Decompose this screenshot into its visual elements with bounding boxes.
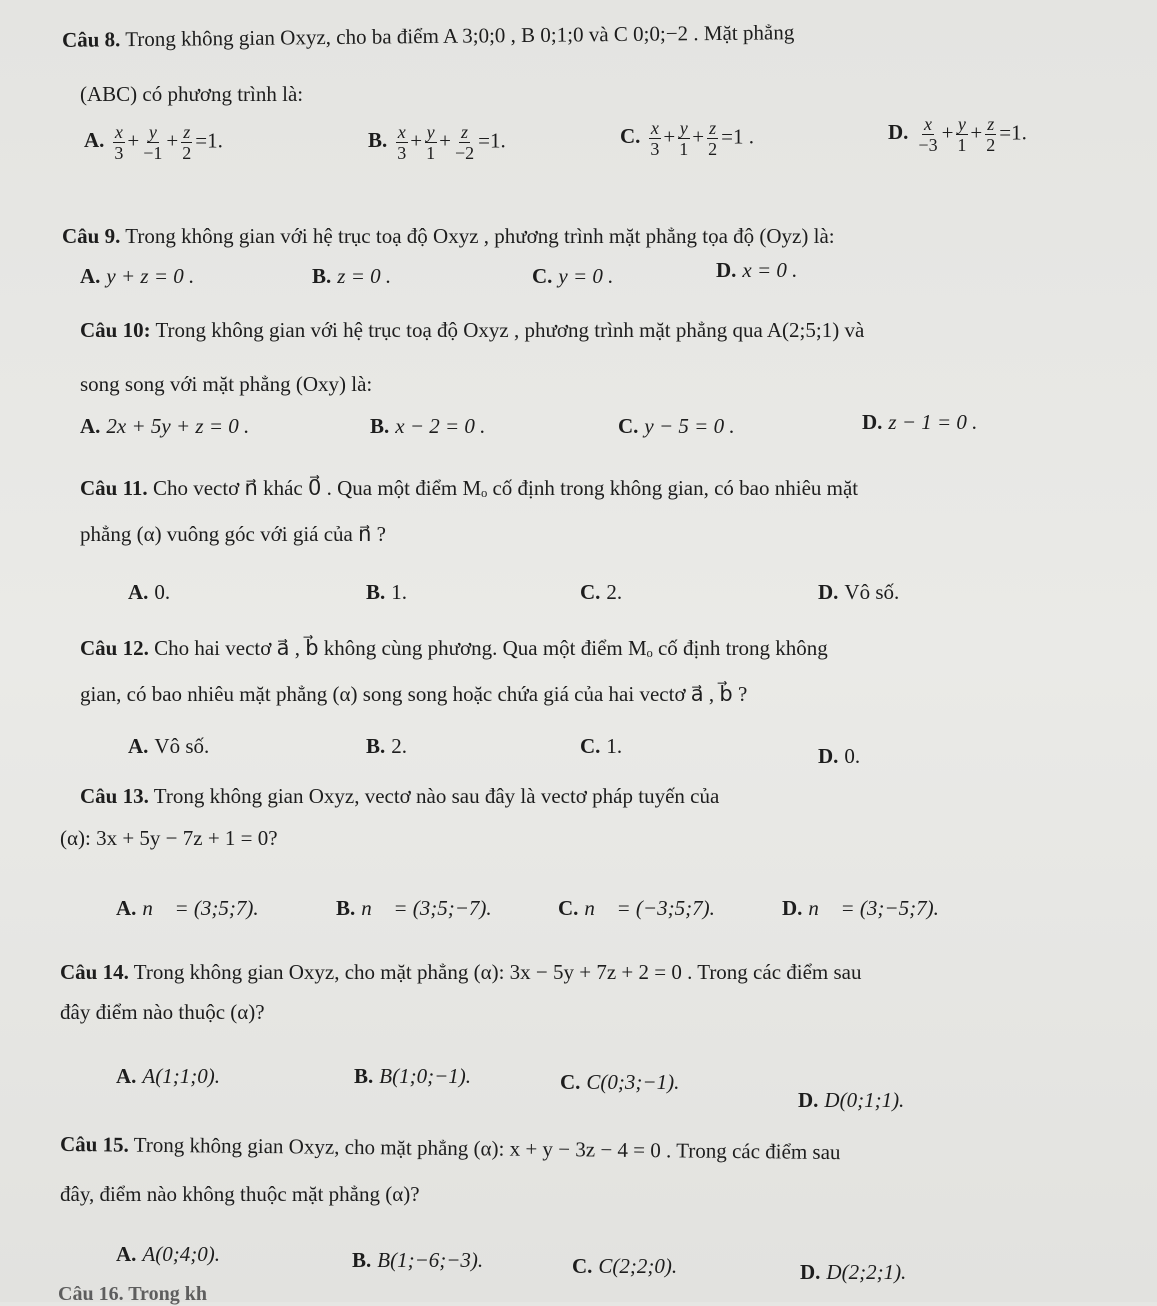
q13-option-a: A. n⃗ = (3;5;7). — [116, 896, 259, 920]
q15-line-2: đây, điểm nào không thuộc mặt phẳng (α)? — [60, 1182, 420, 1206]
denominator: 3 — [114, 143, 124, 163]
q15-option-c: C. C(2;2;0). — [572, 1254, 678, 1278]
numerator: y — [679, 118, 688, 138]
numerator: x — [397, 122, 406, 142]
q10-option-b: B. x − 2 = 0 . — [370, 414, 486, 438]
q8-line-2: (ABC) có phương trình là: — [80, 82, 304, 106]
q14-option-c: C. C(0;3;−1). — [560, 1070, 680, 1094]
q15-line-1: Câu 15. Trong không gian Oxyz, cho mặt phẳng (α): x + y − 3z − 4 = 0 . Trong các điểm sau — [59, 1131, 841, 1165]
q12-option-a: A. Vô số. — [128, 734, 210, 758]
numerator: y — [426, 122, 435, 142]
q13-option-d: D. n⃗ = (3;−5;7). — [782, 896, 939, 920]
numerator: x — [114, 122, 123, 142]
denominator: 2 — [986, 135, 996, 155]
option-key: D. — [888, 120, 909, 145]
q14-line-2: đây điểm nào thuộc (α)? — [60, 1000, 265, 1024]
option-key: B. — [368, 128, 388, 153]
fraction — [453, 122, 476, 163]
plus-sign: + — [663, 124, 676, 149]
q13-option-b: B. n⃗ = (3;5;−7). — [336, 896, 492, 920]
fraction — [112, 122, 125, 163]
q14-option-b: B. B(1;0;−1). — [354, 1064, 471, 1088]
rhs: =1 . — [721, 124, 754, 149]
q13-line-1: Câu 13. Trong không gian Oxyz, vectơ nào sau đây là vectơ pháp tuyến của — [80, 784, 720, 808]
plus-sign: + — [166, 128, 179, 153]
denominator: 3 — [397, 143, 407, 163]
plus-sign: + — [970, 120, 983, 145]
fraction — [141, 122, 164, 163]
q9-option-d: D. x = 0 . — [716, 258, 798, 282]
numerator: z — [183, 122, 191, 142]
denominator: 1 — [426, 143, 436, 163]
q13-line-2: (α): 3x + 5y − 7z + 1 = 0? — [60, 826, 278, 850]
option-key: A. — [84, 128, 105, 153]
q10-option-a: A. 2x + 5y + z = 0 . — [80, 414, 250, 438]
q15-option-b: B. B(1;−6;−3). — [352, 1248, 484, 1272]
numerator: x — [650, 118, 659, 138]
plus-sign: + — [439, 128, 451, 153]
numerator: z — [987, 114, 995, 134]
plus-sign: + — [410, 128, 423, 153]
fraction — [180, 122, 193, 163]
q10-line-2: song song với mặt phẳng (Oxy) là: — [80, 372, 373, 396]
q11-line-2: phẳng (α) vuông góc với giá của n⃗ ? — [80, 522, 386, 546]
q8-option-d — [888, 114, 1027, 155]
numerator: z — [709, 118, 717, 138]
numerator: x — [924, 114, 932, 134]
q12-line-2: gian, có bao nhiêu mặt phẳng (α) song song hoặc chứa giá của hai vectơ a⃗ , b⃗ ? — [80, 682, 748, 706]
q14-option-a: A. A(1;1;0). — [116, 1064, 220, 1088]
q12-option-d: D. 0. — [818, 744, 861, 768]
fraction — [424, 122, 437, 163]
numerator: y — [148, 122, 157, 142]
q11-option-d: D. Vô số. — [818, 580, 900, 604]
q15-option-a: A. A(0;4;0). — [116, 1242, 220, 1266]
option-key: C. — [620, 124, 641, 149]
fraction — [677, 118, 690, 159]
fraction — [955, 114, 968, 155]
q15-option-d: D. D(2;2;1). — [800, 1260, 907, 1284]
denominator: −2 — [454, 143, 475, 163]
rhs: =1. — [478, 128, 506, 153]
q12-option-b: B. 2. — [366, 734, 408, 758]
q9-option-b: B. z = 0 . — [312, 264, 392, 288]
q10-option-d: D. z − 1 = 0 . — [862, 410, 978, 434]
q8-line-1: Câu 8. Trong không gian Oxyz, cho ba điểm A 3;0;0 , B 0;1;0 và C 0;0;−2 . Mặt phẳng — [61, 20, 795, 52]
plus-sign: + — [692, 124, 705, 149]
q14-line-1: Câu 14. Trong không gian Oxyz, cho mặt phẳng (α): 3x − 5y + 7z + 2 = 0 . Trong các điểm sau — [60, 960, 862, 984]
fraction — [395, 122, 408, 163]
q11-line-1: Câu 11. Cho vectơ n⃗ khác 0⃗ . Qua một điểm Mₒ cố định trong không gian, có bao nhiêu mặt — [80, 476, 859, 500]
rhs: =1. — [999, 120, 1027, 145]
q9-option-a: A. y + z = 0 . — [80, 264, 195, 288]
q9-line-1: Câu 9. Trong không gian với hệ trục toạ độ Oxyz , phương trình mặt phẳng tọa độ (Oyz) là: — [62, 224, 835, 248]
plus-sign: + — [127, 128, 140, 153]
fraction — [706, 118, 719, 159]
rhs: =1. — [195, 128, 223, 153]
q12-option-c: C. 1. — [580, 734, 623, 758]
q12-line-1: Câu 12. Cho hai vectơ a⃗ , b⃗ không cùng phương. Qua một điểm Mₒ cố định trong không — [80, 636, 828, 660]
q11-option-b: B. 1. — [366, 580, 408, 604]
denominator: 1 — [957, 135, 967, 155]
q11-option-c: C. 2. — [580, 580, 623, 604]
denominator: 1 — [679, 139, 689, 159]
q8-option-a — [84, 122, 223, 163]
q13-option-c: C. n⃗ = (−3;5;7). — [558, 896, 715, 920]
q10-line-1: Câu 10: Trong không gian với hệ trục toạ độ Oxyz , phương trình mặt phẳng qua A(2;5;1) và — [80, 318, 865, 342]
q14-option-d: D. D(0;1;1). — [798, 1088, 905, 1112]
numerator: z — [461, 122, 469, 142]
q8-option-c — [620, 118, 754, 159]
fraction — [648, 118, 661, 159]
denominator: 2 — [182, 143, 192, 163]
q9-option-c: C. y = 0 . — [532, 264, 614, 288]
denominator: 3 — [650, 139, 660, 159]
fraction — [916, 114, 939, 155]
q8-option-b — [368, 122, 506, 163]
q10-option-c: C. y − 5 = 0 . — [618, 414, 735, 438]
fraction — [984, 114, 997, 155]
q11-option-a: A. 0. — [128, 580, 171, 604]
denominator: −3 — [918, 135, 938, 155]
denominator: −1 — [143, 143, 163, 163]
numerator: y — [957, 114, 966, 134]
denominator: 2 — [708, 139, 718, 159]
plus-sign: + — [941, 120, 954, 145]
next-question-cutoff: Câu 16. Trong kh — [58, 1283, 207, 1305]
